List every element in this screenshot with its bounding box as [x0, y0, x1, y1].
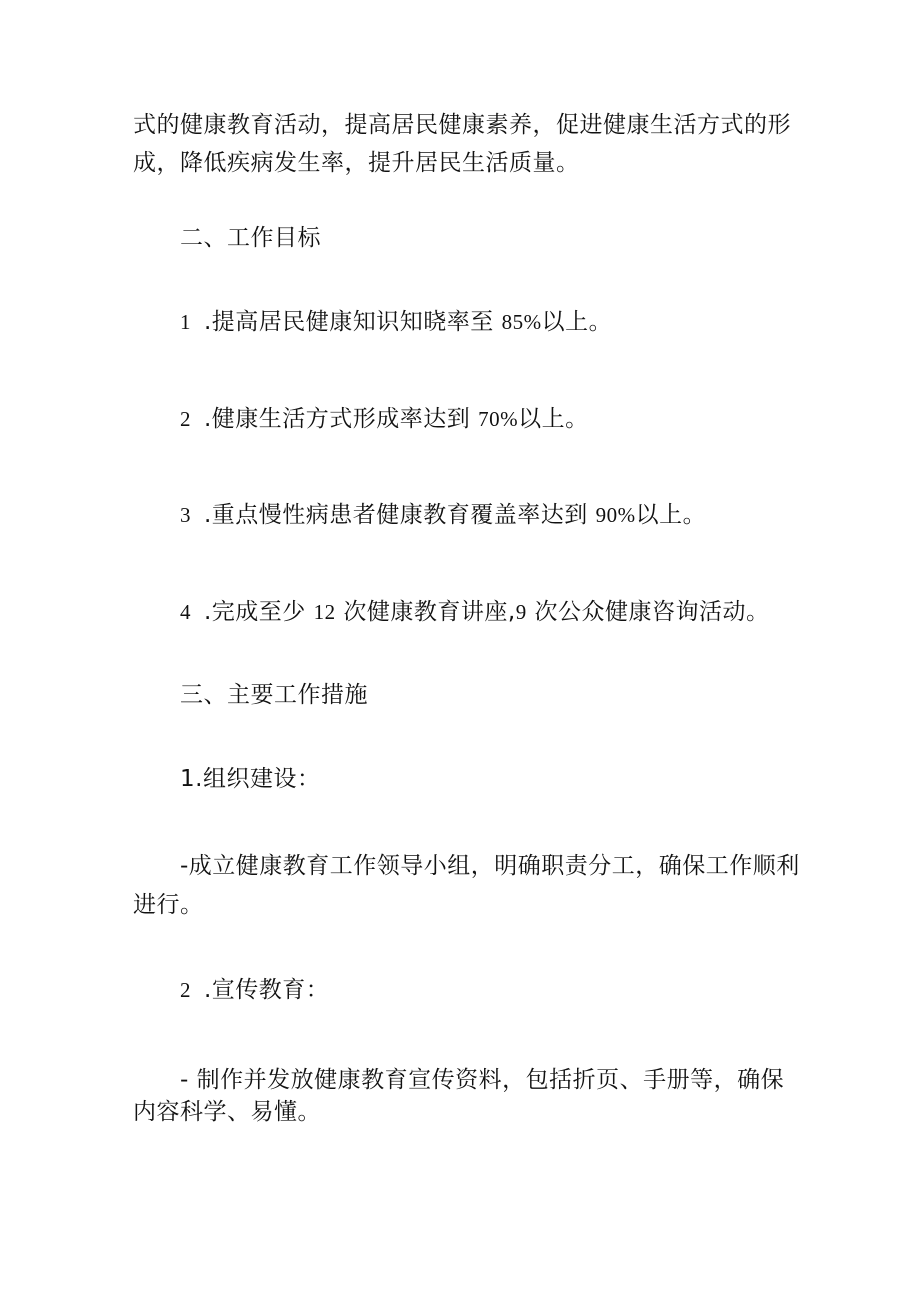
- goal-number: 1: [180, 310, 191, 334]
- section-heading-goals: 二、工作目标: [180, 225, 321, 251]
- section-heading-measures: 三、主要工作措施: [180, 682, 368, 708]
- goal-item-2: [180, 404, 589, 434]
- measure-2-line-2: 内容科学、易懂。: [133, 1099, 321, 1125]
- goal-item-3: [180, 500, 706, 530]
- measure-heading-publicity: [180, 975, 329, 1005]
- goal-value: 90%: [595, 503, 636, 527]
- goal-text: .健康生活方式形成率达到: [204, 406, 479, 432]
- consult-count: 9: [515, 600, 527, 624]
- intro-line-1: 式的健康教育活动，提高居民健康素养，促进健康生活方式的形: [133, 112, 791, 138]
- goal-suffix: 以上。: [541, 309, 613, 335]
- lecture-count: 12: [313, 600, 336, 624]
- goal-text: .完成至少: [204, 599, 314, 625]
- goal-number: 4: [180, 600, 191, 624]
- measure-1-line-2: 进行。: [133, 892, 204, 918]
- goal-value: 70%: [478, 407, 519, 431]
- goal-value: 85%: [501, 310, 542, 334]
- measure-heading-organization: 1.组织建设：: [180, 766, 321, 792]
- goal-text: .重点慢性病患者健康教育覆盖率达到: [204, 502, 596, 528]
- measure-heading-text: .宣传教育：: [204, 977, 330, 1003]
- goal-suffix: 以上。: [518, 406, 589, 432]
- goal-suffix: 次公众健康咨询活动。: [526, 599, 770, 625]
- goal-text-mid: 次健康教育讲座,: [335, 599, 516, 625]
- goal-number: 2: [180, 407, 191, 431]
- goal-text: .提高居民健康知识知晓率至: [204, 309, 502, 335]
- measure-number: 2: [180, 978, 191, 1002]
- measure-2-line-1: - 制作并发放健康教育宣传资料，包括折页、手册等，确保: [180, 1067, 785, 1093]
- goal-item-1: [180, 307, 612, 337]
- goal-suffix: 以上。: [635, 502, 707, 528]
- intro-line-2: 成，降低疾病发生率，提升居民生活质量。: [133, 150, 580, 176]
- measure-1-line-1: -成立健康教育工作领导小组，明确职责分工，确保工作顺利: [180, 853, 800, 879]
- goal-number: 3: [180, 503, 191, 527]
- goal-item-4: [180, 597, 770, 627]
